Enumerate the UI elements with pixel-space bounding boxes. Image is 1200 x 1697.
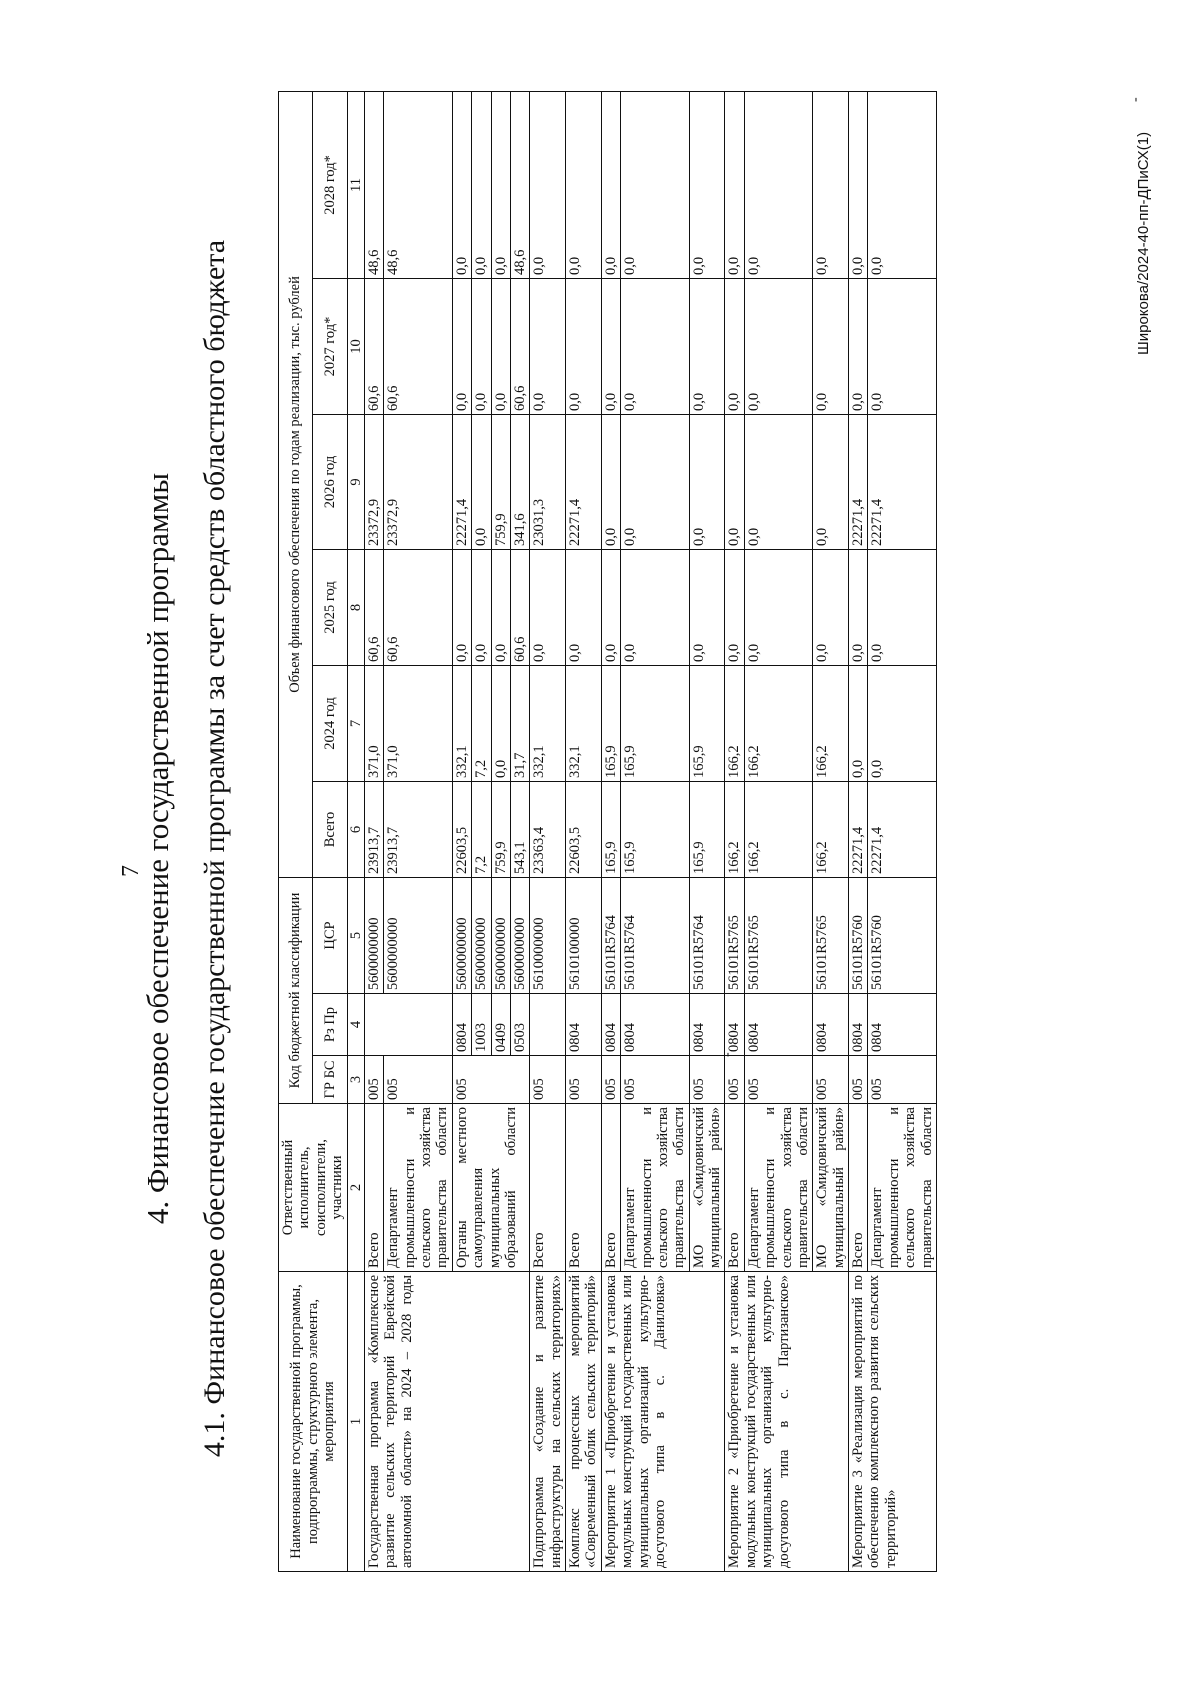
gr-bs-cell: 005	[566, 1056, 602, 1104]
column-number: 5	[347, 878, 364, 994]
row-2027-cell: 60,6	[364, 279, 383, 415]
gr-bs-cell: 005	[364, 1056, 383, 1104]
rz-pr-cell: 0804	[725, 994, 744, 1056]
row-2026-cell: 22271,4	[868, 415, 937, 550]
row-2024-cell: 165,9	[689, 666, 725, 782]
row-2024-cell: 0,0	[868, 666, 937, 782]
row-2026-cell: 0,0	[744, 415, 813, 550]
row-2026-cell: 23372,9	[364, 415, 383, 550]
csr-cell: 56101R5764	[601, 878, 620, 994]
row-total-cell: 23913,7	[384, 782, 453, 878]
row-2024-cell: 0,0	[491, 666, 510, 782]
row-2027-cell: 0,0	[868, 279, 937, 415]
executor-cell: Департамент промышленности и сельского хозяйства правительства области	[744, 1104, 813, 1272]
row-2027-cell: 0,0	[725, 279, 744, 415]
program-name-cell: Государственная программа «Комплексное развитие сельских территорий Еврейской автономной области» на 2024 – 2028 годы	[364, 1272, 529, 1572]
row-total-cell: 23913,7	[364, 782, 383, 878]
row-2026-cell: 23031,3	[530, 415, 566, 550]
csr-cell: 56101R5760	[849, 878, 868, 994]
csr-cell: 5600000000	[452, 878, 471, 994]
row-2027-cell: 0,0	[530, 279, 566, 415]
col-header-2028: 2028 год*	[313, 91, 347, 278]
dot-mark: -	[720, 1052, 735, 1057]
col-header-2027: 2027 год*	[313, 279, 347, 415]
row-2028-cell: 0,0	[813, 91, 849, 278]
csr-cell: 5610100000	[566, 878, 602, 994]
table-row	[725, 91, 744, 1571]
row-2025-cell: 60,6	[510, 550, 529, 666]
rz-pr-cell: 0804	[621, 994, 690, 1056]
row-2027-cell: 0,0	[689, 279, 725, 415]
col-header-2025: 2025 год	[313, 550, 347, 666]
row-2025-cell: 0,0	[452, 550, 471, 666]
row-2028-cell: 0,0	[621, 91, 690, 278]
rz-pr-cell: 0804	[868, 994, 937, 1056]
column-number: 11	[347, 91, 364, 278]
table-row	[530, 91, 566, 1571]
table-row	[566, 91, 602, 1571]
row-2024-cell: 166,2	[744, 666, 813, 782]
row-2028-cell: 0,0	[491, 91, 510, 278]
row-2027-cell: 0,0	[813, 279, 849, 415]
csr-cell: 56101R5765	[813, 878, 849, 994]
rz-pr-cell	[530, 994, 566, 1056]
row-2027-cell: 0,0	[621, 279, 690, 415]
row-2025-cell: 0,0	[725, 550, 744, 666]
row-2025-cell: 0,0	[868, 550, 937, 666]
row-total-cell: 22603,5	[566, 782, 602, 878]
rz-pr-cell: 0804	[566, 994, 602, 1056]
row-2026-cell: 22271,4	[849, 415, 868, 550]
row-total-cell: 165,9	[621, 782, 690, 878]
row-2025-cell: 0,0	[689, 550, 725, 666]
row-2024-cell: 165,9	[621, 666, 690, 782]
executor-cell: Всего	[849, 1104, 868, 1272]
table-row	[601, 91, 620, 1571]
table-row	[849, 91, 868, 1571]
row-2028-cell: 48,6	[384, 91, 453, 278]
row-2026-cell: 0,0	[813, 415, 849, 550]
edge-mark: -	[1128, 97, 1143, 102]
rz-pr-cell: 0503	[510, 994, 529, 1056]
row-2028-cell: 0,0	[868, 91, 937, 278]
rz-pr-cell: 0804	[601, 994, 620, 1056]
rz-pr-cell: 0804	[849, 994, 868, 1056]
gr-bs-cell: 005	[601, 1056, 620, 1104]
column-number: 3	[347, 1056, 364, 1104]
row-2025-cell: 60,6	[384, 550, 453, 666]
row-2026-cell: 23372,9	[384, 415, 453, 550]
row-2025-cell: 0,0	[472, 550, 491, 666]
table-body	[364, 91, 936, 1571]
row-2025-cell: 60,6	[364, 550, 383, 666]
col-header-csr: ЦСР	[313, 878, 347, 994]
row-2026-cell: 0,0	[725, 415, 744, 550]
gr-bs-cell: 005	[621, 1056, 690, 1104]
row-2025-cell: 0,0	[566, 550, 602, 666]
rz-pr-cell: 0804	[452, 994, 471, 1056]
column-number: 7	[347, 666, 364, 782]
column-number: 4	[347, 994, 364, 1056]
csr-cell: 56101R5764	[689, 878, 725, 994]
column-number: 1	[347, 1272, 364, 1572]
row-total-cell: 166,2	[725, 782, 744, 878]
column-number: 2	[347, 1104, 364, 1272]
row-2024-cell: 332,1	[530, 666, 566, 782]
row-total-cell: 759,9	[491, 782, 510, 878]
row-2028-cell: 48,6	[364, 91, 383, 278]
row-2027-cell: 0,0	[744, 279, 813, 415]
row-2026-cell: 0,0	[621, 415, 690, 550]
finance-table	[278, 91, 937, 1572]
gr-bs-cell: 005	[689, 1056, 725, 1104]
executor-cell: Департамент промышленности и сельского хозяйства правительства области	[868, 1104, 937, 1272]
csr-cell: 56101R5764	[621, 878, 690, 994]
row-2027-cell: 60,6	[384, 279, 453, 415]
row-2028-cell: 0,0	[566, 91, 602, 278]
gr-bs-cell: 005	[530, 1056, 566, 1104]
row-2025-cell: 0,0	[849, 550, 868, 666]
row-2027-cell: 0,0	[472, 279, 491, 415]
gr-bs-cell: 005	[868, 1056, 937, 1104]
row-2024-cell: 166,2	[813, 666, 849, 782]
row-2026-cell: 341,6	[510, 415, 529, 550]
row-2025-cell: 0,0	[813, 550, 849, 666]
executor-cell: Департамент промышленности и сельского хозяйства правительства области	[384, 1104, 453, 1272]
row-2026-cell: 0,0	[601, 415, 620, 550]
row-total-cell: 23363,4	[530, 782, 566, 878]
section-title: 4. Финансовое обеспечение государственной программы	[140, 472, 175, 1225]
gr-bs-cell: 005	[725, 1056, 744, 1104]
gr-bs-cell: 005	[452, 1056, 530, 1104]
csr-cell: 5600000000	[384, 878, 453, 994]
gr-bs-cell: 005	[744, 1056, 813, 1104]
program-name-cell: Мероприятие 1 «Приобретение и установка модульных конструкций государственных или муниципальных организаций культурно-досугового типа в с. Даниловка»	[601, 1272, 725, 1572]
document-code: Широкова/2024-40-пп-ДПиСХ(1)	[1135, 131, 1152, 355]
row-2025-cell: 0,0	[491, 550, 510, 666]
program-name-cell: Мероприятие 2 «Приобретение и установка модульных конструкций государственных или муниципальных организаций культурно-досугового типа в с. Партизанское»	[725, 1272, 849, 1572]
row-2026-cell: 0,0	[472, 415, 491, 550]
row-2024-cell: 7,2	[472, 666, 491, 782]
program-name-cell: Комплекс процессных мероприятий «Современный облик сельских территорий»	[566, 1272, 602, 1572]
row-2026-cell: 759,9	[491, 415, 510, 550]
row-2028-cell: 0,0	[689, 91, 725, 278]
rz-pr-cell: 0409	[491, 994, 510, 1056]
col-header-name: Наименование государственной программы, подпрограммы, структурного элемента, мероприятия	[279, 1272, 348, 1572]
rz-pr-cell: 0804	[689, 994, 725, 1056]
executor-cell: Всего	[601, 1104, 620, 1272]
row-2028-cell: 0,0	[725, 91, 744, 278]
col-header-rz-pr: Рз Пр	[313, 994, 347, 1056]
row-2028-cell: 0,0	[601, 91, 620, 278]
col-header-gr-bs: ГР БС	[313, 1056, 347, 1104]
csr-cell: 5600000000	[364, 878, 383, 994]
row-total-cell: 22603,5	[452, 782, 471, 878]
column-number: 10	[347, 279, 364, 415]
program-name-cell: Подпрограмма «Создание и развитие инфраструктуры на сельских территориях»	[530, 1272, 566, 1572]
row-total-cell: 22271,4	[849, 782, 868, 878]
executor-cell: Всего	[566, 1104, 602, 1272]
header-row-1	[279, 91, 313, 1571]
row-total-cell: 165,9	[601, 782, 620, 878]
row-2027-cell: 60,6	[510, 279, 529, 415]
rz-pr-cell: 1003	[472, 994, 491, 1056]
column-number: 8	[347, 550, 364, 666]
gr-bs-cell: 005	[813, 1056, 849, 1104]
subsection-title: 4.1. Финансовое обеспечение государственной программы за счет средств областного бюджета	[198, 239, 231, 1458]
row-2025-cell: 0,0	[530, 550, 566, 666]
row-2028-cell: 48,6	[510, 91, 529, 278]
rz-pr-cell: 0804	[813, 994, 849, 1056]
col-header-2024: 2024 год	[313, 666, 347, 782]
column-numbers-row	[347, 91, 364, 1571]
row-2026-cell: 22271,4	[566, 415, 602, 550]
row-2027-cell: 0,0	[452, 279, 471, 415]
col-header-budget-code: Код бюджетной классификации	[279, 878, 313, 1104]
row-2028-cell: 0,0	[849, 91, 868, 278]
row-2024-cell: 165,9	[601, 666, 620, 782]
rz-pr-cell	[364, 994, 452, 1056]
csr-cell: 5600000000	[510, 878, 529, 994]
csr-cell: 5600000000	[472, 878, 491, 994]
column-number: 6	[347, 782, 364, 878]
csr-cell: 56101R5765	[725, 878, 744, 994]
row-2027-cell: 0,0	[491, 279, 510, 415]
executor-cell: МО «Смидовичский муниципальный район»	[689, 1104, 725, 1272]
page-number: 7	[118, 865, 144, 877]
row-2025-cell: 0,0	[601, 550, 620, 666]
row-total-cell: 543,1	[510, 782, 529, 878]
col-header-volume: Объем финансового обеспечения по годам реализации, тыс. рублей	[279, 91, 313, 877]
executor-cell: Департамент промышленности и сельского хозяйства правительства области	[621, 1104, 690, 1272]
executor-cell: Всего	[364, 1104, 383, 1272]
gr-bs-cell: 005	[384, 1056, 453, 1104]
row-2024-cell: 31,7	[510, 666, 529, 782]
row-2024-cell: 371,0	[364, 666, 383, 782]
table-row	[364, 91, 383, 1571]
col-header-executor: Ответственный исполнитель, соисполнители, участники	[279, 1104, 348, 1272]
col-header-2026: 2026 год	[313, 415, 347, 550]
row-2024-cell: 371,0	[384, 666, 453, 782]
executor-cell: Всего	[530, 1104, 566, 1272]
row-2028-cell: 0,0	[744, 91, 813, 278]
executor-cell: Органы местного самоуправления муниципальных образований области	[452, 1104, 530, 1272]
row-2026-cell: 22271,4	[452, 415, 471, 550]
row-2025-cell: 0,0	[744, 550, 813, 666]
column-number: 9	[347, 415, 364, 550]
row-2027-cell: 0,0	[849, 279, 868, 415]
col-header-total: Всего	[313, 782, 347, 878]
row-2028-cell: 0,0	[530, 91, 566, 278]
row-2026-cell: 0,0	[689, 415, 725, 550]
gr-bs-cell: 005	[849, 1056, 868, 1104]
csr-cell: 5610000000	[530, 878, 566, 994]
row-total-cell: 22271,4	[868, 782, 937, 878]
row-2024-cell: 0,0	[849, 666, 868, 782]
row-2024-cell: 332,1	[452, 666, 471, 782]
executor-cell: МО «Смидовичский муниципальный район»	[813, 1104, 849, 1272]
row-2028-cell: 0,0	[452, 91, 471, 278]
row-2027-cell: 0,0	[601, 279, 620, 415]
row-2024-cell: 166,2	[725, 666, 744, 782]
row-total-cell: 165,9	[689, 782, 725, 878]
row-2024-cell: 332,1	[566, 666, 602, 782]
csr-cell: 56101R5765	[744, 878, 813, 994]
row-2028-cell: 0,0	[472, 91, 491, 278]
executor-cell: Всего	[725, 1104, 744, 1272]
program-name-cell: Мероприятие 3 «Реализация мероприятий по обеспечению комплексного развития сельских территорий»	[849, 1272, 937, 1572]
csr-cell: 5600000000	[491, 878, 510, 994]
row-total-cell: 166,2	[813, 782, 849, 878]
row-2027-cell: 0,0	[566, 279, 602, 415]
rz-pr-cell: 0804	[744, 994, 813, 1056]
csr-cell: 56101R5760	[868, 878, 937, 994]
row-total-cell: 166,2	[744, 782, 813, 878]
row-2025-cell: 0,0	[621, 550, 690, 666]
row-total-cell: 7,2	[472, 782, 491, 878]
